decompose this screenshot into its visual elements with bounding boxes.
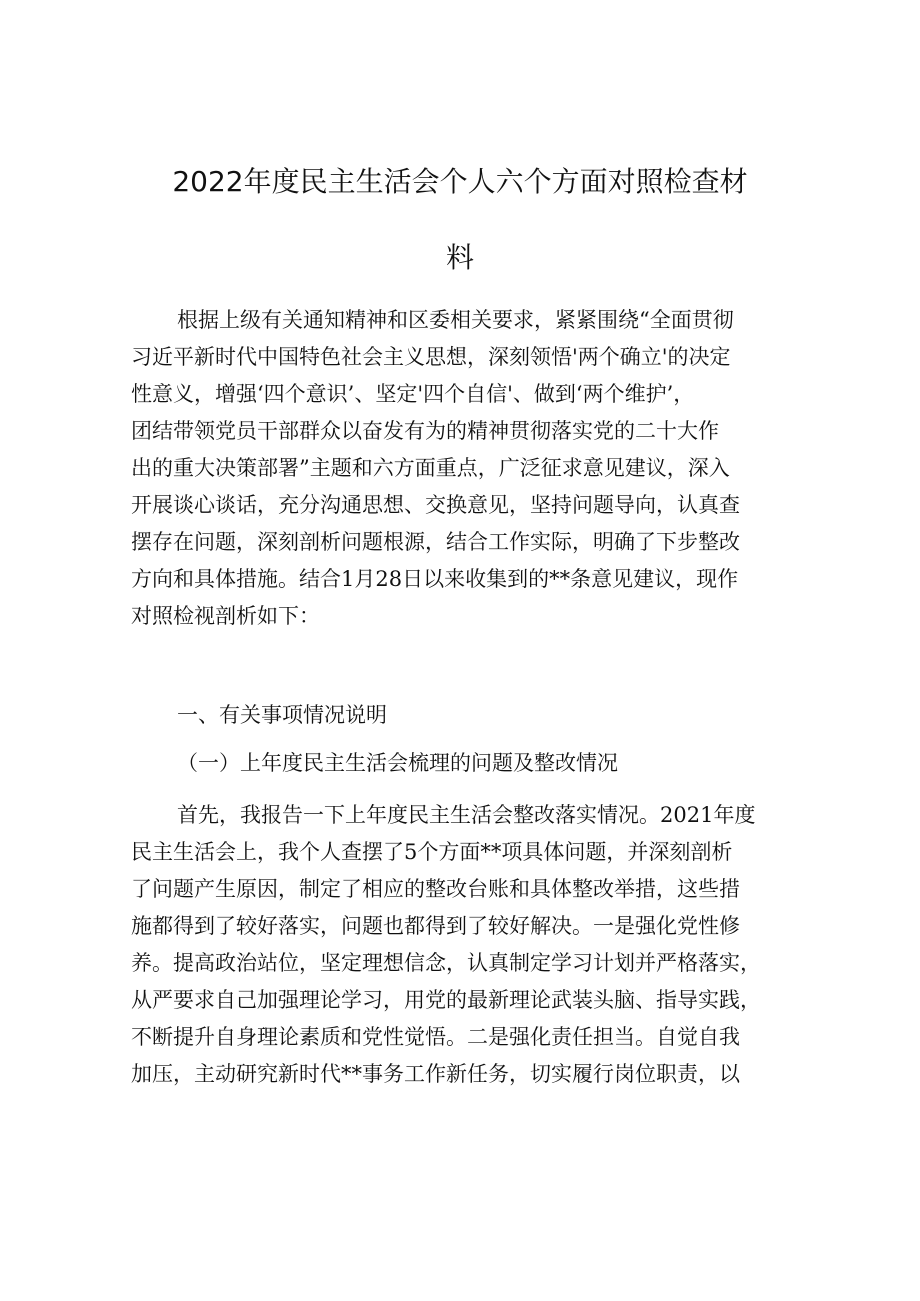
text-line: 对照检视剖析如下：	[131, 604, 320, 628]
document-title-line-1: 2022年度民主生活会个人六个方面对照检查材	[172, 165, 748, 198]
text-line: 开展谈心谈话，充分沟通思想、交换意见，坚持问题导向，认真查	[131, 493, 740, 517]
text-line: 从严要求自己加强理论学习，用党的最新理论武装头脑、指导实践，	[131, 988, 761, 1012]
rectification-paragraph	[131, 797, 797, 1093]
text-line: 性意义，增强‘四个意识’、坚定'四个自信'、做到‘两个维护’，	[131, 382, 695, 406]
heading-text: （一）上年度民主生活会梳理的问题及整改情况	[177, 751, 618, 775]
text-line: 加压，主动研究新时代**事务工作新任务，切实履行岗位职责，以	[131, 1062, 740, 1086]
text-line: 摆存在问题，深刻剖析问题根源，结合工作实际，明确了下步整改	[131, 530, 740, 554]
section-heading-2	[131, 745, 797, 782]
text-line: 团结带领党员干部群众以奋发有为的精神贯彻落实党的二十大作	[131, 419, 719, 443]
text-line: 施都得到了较好落实，问题也都得到了较好解决。一是强化党性修	[131, 914, 740, 938]
text-line: 养。提高政治站位，坚定理想信念，认真制定学习计划并严格落实，	[131, 951, 761, 975]
text-line: 了问题产生原因，制定了相应的整改台账和具体整改举措，这些措	[131, 877, 740, 901]
text-line: 习近平新时代中国特色社会主义思想，深刻领悟'两个确立'的决定	[131, 345, 731, 369]
section-heading-1	[131, 697, 797, 734]
text-line: 首先，我报告一下上年度民主生活会整改落实情况。2021年度	[177, 803, 756, 827]
heading-text: 一、有关事项情况说明	[177, 703, 387, 727]
document-title-line-2: 料	[445, 241, 474, 274]
text-line: 方向和具体措施。结合1月28日以来收集到的**条意见建议，现作	[131, 567, 739, 591]
intro-paragraph	[131, 302, 797, 635]
text-line: 根据上级有关通知精神和区委相关要求，紧紧围绕“全面贯彻	[177, 308, 734, 332]
text-line: 出的重大决策部署”主题和六方面重点，广泛征求意见建议，深入	[131, 456, 730, 480]
text-line: 民主生活会上，我个人查摆了5个方面**项具体问题，并深刻剖析	[131, 840, 733, 864]
text-line: 不断提升自身理论素质和党性觉悟。二是强化责任担当。自觉自我	[131, 1025, 740, 1049]
